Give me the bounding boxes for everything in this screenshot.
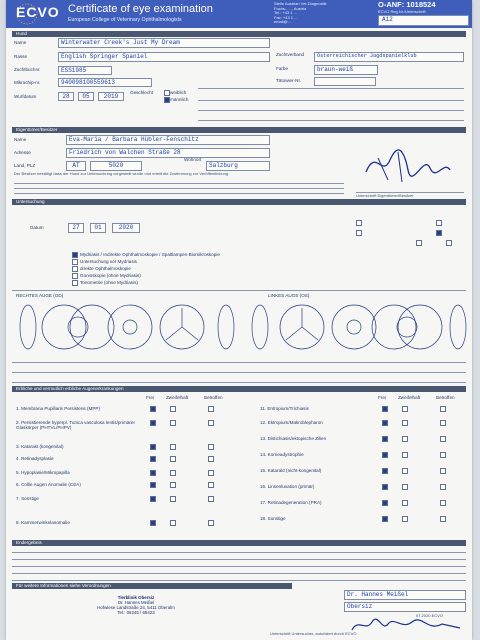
finding-checkbox[interactable] (150, 444, 156, 450)
finding-checkbox[interactable] (150, 420, 156, 426)
finding-checkbox[interactable] (382, 436, 388, 442)
exam-option-checkbox[interactable] (356, 230, 362, 236)
exam-day-field (68, 223, 84, 233)
method-label-1: Untersuchung vor Mydriasis (80, 259, 137, 264)
dog-name-label: Name (14, 40, 27, 45)
exam-year-field (112, 223, 140, 233)
zip-value: 5020 (108, 162, 124, 169)
finding-row-right: 11. Entropium/Trichiasis (260, 406, 309, 411)
eye-section-divider (12, 290, 466, 291)
finding-checkbox[interactable] (402, 406, 408, 412)
finding-checkbox[interactable] (440, 452, 446, 458)
sex-label: Geschlecht (130, 90, 153, 95)
finding-row-left: 6. Collie Augen Anomalie (CEA) (16, 482, 81, 487)
finding-row-left: 8. Kammerwinkelanomalie (16, 520, 70, 525)
finding-row-right: 13. Distichiasis/ektopische Zilien (260, 436, 327, 441)
page-subtitle: European College of Veterinary Ophthalmologists (68, 17, 182, 23)
dob-year-field (98, 92, 124, 101)
finding-checkbox[interactable] (440, 516, 446, 522)
consent-line (14, 188, 344, 189)
city-label: Wohnort (184, 157, 202, 162)
exam-section-band: Untersuchung (12, 199, 466, 205)
finding-checkbox[interactable] (208, 406, 214, 412)
finding-checkbox[interactable] (150, 470, 156, 476)
finding-checkbox[interactable] (402, 500, 408, 506)
finding-row-left: 7. Sonstige (16, 496, 39, 501)
method-checkbox-3[interactable] (72, 273, 78, 279)
dog-name-field (58, 38, 270, 48)
finding-checkbox[interactable] (382, 500, 388, 506)
finding-checkbox[interactable] (170, 406, 176, 412)
certificate-sheet (6, 0, 472, 640)
chip-label: Mikrochip-nr. (14, 80, 41, 85)
finding-checkbox[interactable] (150, 482, 156, 488)
consent-line (14, 183, 344, 184)
col-doubt: Zweifelhaft (398, 395, 421, 400)
finding-checkbox[interactable] (208, 420, 214, 426)
notes-line (12, 362, 466, 363)
finding-checkbox[interactable] (440, 468, 446, 474)
finding-checkbox[interactable] (170, 456, 176, 462)
left-eye-diagram (246, 298, 471, 356)
finding-checkbox[interactable] (440, 406, 446, 412)
finding-checkbox[interactable] (440, 484, 446, 490)
left-eye-label: LINKES AUGE (OS) (268, 293, 310, 298)
col-affected: Betroffen (204, 395, 223, 400)
finding-checkbox[interactable] (382, 468, 388, 474)
address-line: Fuchs-, ..., Austria (274, 5, 307, 11)
method-label-0: Mydriasis / Indirekte Ophthalmoskopie / Spaltlampen-Biomikroskopie (80, 252, 220, 257)
color-label: Farbe (276, 66, 289, 71)
vet-name-value: Dr. Hannes Meißel (347, 591, 409, 598)
stamp-line: Tierklinik Obersiz (117, 595, 155, 600)
finding-checkbox[interactable] (382, 516, 388, 522)
club-value: Österreichischer Jagdspanielklub (317, 53, 417, 59)
breed-value: English Springer Spaniel (61, 53, 148, 60)
exam-month-field (90, 223, 106, 233)
finding-checkbox[interactable] (402, 420, 408, 426)
dog-section-band: Hund (12, 31, 466, 37)
finding-checkbox[interactable] (170, 520, 176, 526)
owner-name-label: Name (14, 137, 27, 142)
remarks-line (12, 580, 466, 581)
finding-checkbox[interactable] (170, 470, 176, 476)
finding-checkbox[interactable] (150, 520, 156, 526)
form-divider (198, 100, 464, 101)
footer-section-band: Für weitere Informationen siehe Verordnungen (12, 583, 292, 589)
color-field (314, 65, 378, 75)
country-value: AT (72, 162, 80, 169)
col-doubt: Zweifelhaft (166, 395, 189, 400)
city-value: Salzburg (209, 162, 238, 169)
exam-option-checkbox[interactable] (356, 220, 362, 226)
club-label: Zuchtverband (276, 52, 305, 57)
exam-option-checkbox[interactable] (436, 220, 442, 226)
method-checkbox-2[interactable] (72, 266, 78, 272)
finding-checkbox[interactable] (170, 420, 176, 426)
issuer-address (274, 2, 364, 25)
dob-year: 2019 (103, 93, 119, 100)
remarks-section-band: Endergebnis (12, 540, 466, 546)
remarks-line (12, 573, 466, 574)
stamp-line: Tel.: 06245 / 65423 (117, 610, 155, 615)
finding-checkbox[interactable] (440, 436, 446, 442)
country-label: Land, PLZ (14, 163, 36, 168)
remarks-line (12, 552, 466, 553)
stamp-line: Hofwiese Landstraße 24, 5411 Oberalm (97, 605, 175, 610)
stud-field (58, 66, 112, 75)
right-eye-diagram (14, 298, 239, 356)
finding-row-right: 14. Korneadystrophie (260, 452, 304, 457)
finding-checkbox[interactable] (402, 516, 408, 522)
exam-month: 01 (94, 224, 102, 231)
stud-label: Zuchtbuchnr. (14, 67, 41, 72)
address-line: Tel.: +43 1 ... (274, 10, 298, 16)
finding-checkbox[interactable] (208, 520, 214, 526)
exam-date-label: Datum (30, 225, 44, 230)
finding-checkbox[interactable] (402, 468, 408, 474)
col-affected: Betroffen (436, 395, 455, 400)
finding-checkbox[interactable] (208, 444, 214, 450)
finding-checkbox[interactable] (402, 436, 408, 442)
vet-name-field (344, 590, 466, 600)
finding-row-right: 16. Linsenluxation (primär) (260, 484, 315, 489)
col-free: Frei (378, 395, 386, 400)
finding-checkbox[interactable] (382, 452, 388, 458)
finding-row-left: 1. Membrana Pupillaris Persistens (MPP) (16, 406, 100, 411)
place-value: Obersiz (347, 603, 373, 610)
finding-row-right: 15. Katarakt (nicht-kongenital) (260, 468, 322, 473)
notes-line (12, 372, 466, 373)
tattoo-label: Tätowier-Nr. (276, 78, 302, 83)
sex-female-label: weiblich (170, 90, 187, 95)
club-field (314, 52, 464, 62)
method-checkbox-4[interactable] (72, 280, 78, 286)
finding-checkbox[interactable] (150, 406, 156, 412)
owner-signature-icon (358, 140, 458, 190)
form-divider (198, 88, 464, 89)
stud-value: ESS1985 (61, 67, 87, 74)
form-divider (198, 110, 464, 111)
finding-checkbox[interactable] (440, 500, 446, 506)
form-divider (198, 120, 464, 121)
address-line: email@... (274, 19, 291, 25)
remarks-line (12, 566, 466, 567)
vet-stamp (76, 595, 196, 615)
logo-text: ECVO (16, 4, 60, 20)
consent-note: Der Besitzer bestätigt dass der Hund zur Untersuchung vorgestellt wurde und erteilt die Zustimmung zur Veröffentlichung. (14, 171, 230, 176)
exam-day: 27 (72, 224, 80, 231)
finding-checkbox[interactable] (170, 482, 176, 488)
owner-section-band: Eigentümer/Besitzer (12, 127, 466, 133)
finding-checkbox[interactable] (402, 484, 408, 490)
finding-checkbox[interactable] (382, 484, 388, 490)
dob-day-field (58, 92, 74, 101)
dob-label: Wurfdatum (14, 94, 37, 99)
finding-checkbox[interactable] (208, 482, 214, 488)
finding-row-left: 3. Katarakt (kongenital) (16, 444, 64, 449)
dob-day: 28 (62, 93, 70, 100)
finding-checkbox[interactable] (170, 496, 176, 502)
address-line: Stelle Austrian Vet-Diagnostik (274, 1, 327, 6)
exam-option-checkbox[interactable] (416, 240, 422, 246)
finding-checkbox[interactable] (208, 456, 214, 462)
page-title: Certificate of eye examination (68, 3, 213, 15)
right-eye-label: RECHTES AUGE (OD) (16, 293, 64, 298)
owner-addr-label: Adresse (14, 150, 31, 155)
breed-label: Rasse (14, 54, 28, 59)
vet-signature-icon (346, 614, 466, 636)
exam-year: 2020 (118, 224, 134, 231)
notes-line (12, 382, 466, 383)
finding-checkbox[interactable] (208, 496, 214, 502)
color-value: braun-weiß (317, 66, 354, 73)
sex-male-label: männlich (170, 97, 189, 102)
finding-checkbox[interactable] (440, 420, 446, 426)
owner-name-field (66, 135, 270, 145)
findings-section-band: Erbliche und vermutlich erbliche Augenerkrankungen (12, 386, 466, 392)
country-field (66, 161, 86, 171)
form-code-sub: ECVO Reg.Nr./Unterschrift (378, 9, 426, 14)
place-field (344, 602, 466, 612)
chip-value: 940098100559613 (61, 79, 116, 86)
zip-field (90, 161, 142, 171)
method-checkbox-0[interactable] (72, 252, 78, 258)
address-line: Fax: +43 1 ... (274, 14, 298, 20)
finding-checkbox[interactable] (170, 444, 176, 450)
finding-checkbox[interactable] (382, 406, 388, 412)
finding-row-left: 4. Retinadysplasie (16, 456, 54, 461)
chip-field (58, 78, 152, 87)
breed-field (58, 52, 270, 62)
form-code-label: O-ANF: 1018524 (378, 0, 436, 9)
exam-option-checkbox[interactable] (446, 240, 452, 246)
owner-signature-label: Unterschrift Eigentümer/Besitzer (356, 193, 414, 198)
col-free: Frei (146, 395, 154, 400)
method-checkbox-1[interactable] (72, 259, 78, 265)
finding-checkbox[interactable] (150, 456, 156, 462)
consent-line (14, 193, 344, 194)
finding-checkbox[interactable] (402, 452, 408, 458)
vet-signature-label: Unterschrift Untersucher, autorisiert durch ECVO (270, 631, 357, 636)
city-field (206, 161, 270, 171)
finding-row-left: 2. Persistierende hyperpl. Tunica vasculosa lentis/primärer Glaskörper (PHTVL/PHPV) (16, 420, 135, 430)
exam-option-checkbox[interactable] (436, 230, 442, 236)
tattoo-field (314, 77, 376, 86)
finding-checkbox[interactable] (150, 496, 156, 502)
form-code-field (378, 15, 469, 26)
dog-name-value: Winterwater Creek's Just My Dream (61, 39, 180, 46)
remarks-line (12, 559, 466, 560)
method-label-3: Gonioskopie (ohne Mydriasis) (80, 273, 141, 278)
owner-addr-field (66, 148, 270, 158)
stamp-line: Dr. Hannes Meißel (117, 600, 155, 605)
finding-row-right: 17. Retinadegeneration (PRA) (260, 500, 322, 505)
exam-date-out: 07.2020 ECVO (416, 613, 443, 618)
dob-month: 05 (82, 93, 90, 100)
form-code-value: A12 (382, 16, 393, 23)
owner-addr-value: Friedrich von Walchen Straße 28 (69, 149, 181, 156)
owner-name-value: Eva-Maria / Barbara Hübler-Fenschitz (69, 136, 199, 143)
finding-row-left: 5. Hypoplasie/Mikropapilla (16, 470, 70, 475)
finding-row-right: 18. Sonstige (260, 516, 286, 521)
finding-checkbox[interactable] (382, 420, 388, 426)
finding-checkbox[interactable] (208, 470, 214, 476)
method-label-2: direkte Ophthalmoskopie (80, 266, 131, 271)
dob-month-field (78, 92, 94, 101)
finding-row-right: 12. Ektropium/Makroblepharon (260, 420, 323, 425)
method-label-4: Tonometrie (ohne Mydriasis) (80, 280, 138, 285)
